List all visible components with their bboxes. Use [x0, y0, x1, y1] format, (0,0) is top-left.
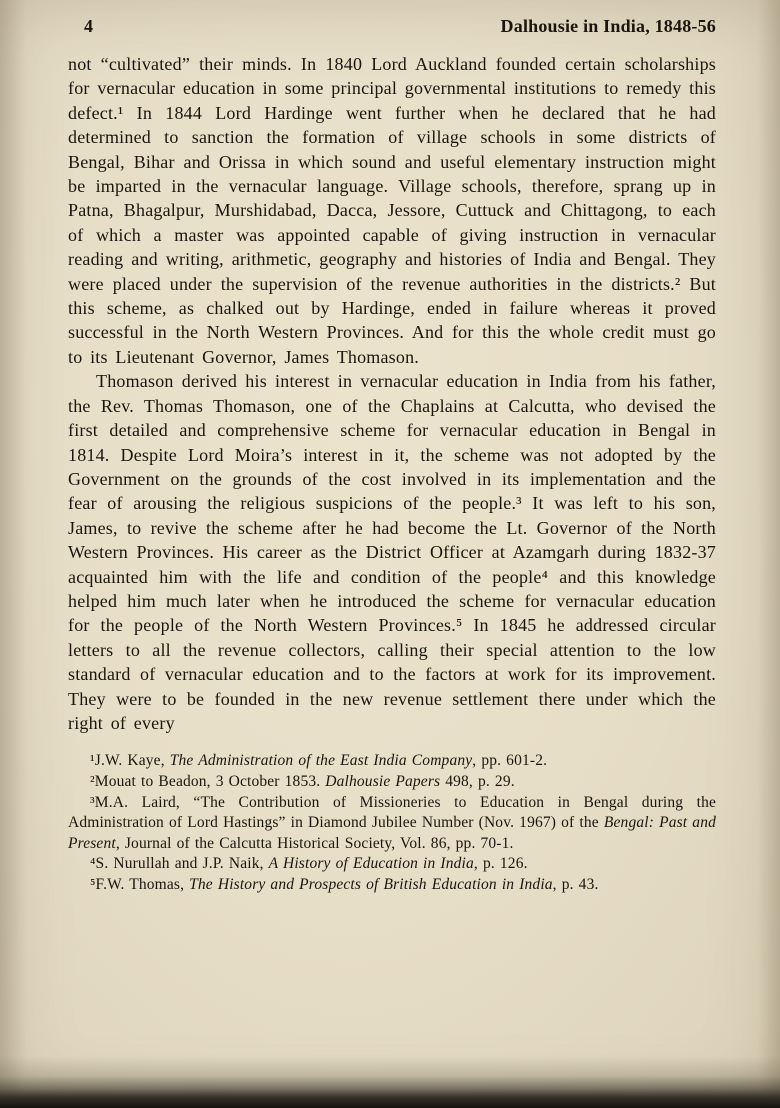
footnote-title-text: A History of Education in India [268, 855, 474, 873]
footnote-title-text: Bengal: Past and Present [68, 814, 716, 852]
footnote-title-text: Dalhousie Papers [325, 772, 441, 790]
footnote-text: , pp. 601-2. [472, 752, 548, 770]
footnote-text: ⁴S. Nurullah and J.P. Naik, [90, 855, 269, 873]
footnote [68, 854, 716, 875]
page-number: 4 [84, 16, 94, 36]
footnotes [0, 751, 780, 895]
footnote-text: ⁵F.W. Thomas, [90, 875, 190, 893]
footnote-text: ¹J.W. Kaye, [90, 752, 170, 770]
footnote-title-text: The History and Prospects of British Education in India [189, 875, 553, 893]
body-text [0, 52, 780, 735]
paragraph: Thomason derived his interest in vernacular education in India from his father, the Rev. Thomas Thomason, one of the Chaplains at Calcutta, who devised the first detailed and comprehensive scheme for vernacular education in Bengal in 1814. Despite Lord Moira’s interest in it, the scheme was not adopted by the Government on the grounds of the cost involved in its implementation and the fear of arousing the religious suspicions of the people.³ It was left to his son, James, to revive the scheme after he had become the Lt. Governor of the North Western Provinces. His career as the District Officer at Azamgarh during 1832-37 acquainted him with the life and condition of the people⁴ and this knowledge helped him much later when he introduced the scheme for vernacular education for the people of the North Western Provinces.⁵ In 1845 he addressed circular letters to all the revenue collectors, calling their special attention to the low standard of vernacular education and to the factors at work for its improvement. They were to be founded in the new revenue settlement there under which the right of every [68, 371, 716, 733]
footnote-text: , p. 126. [473, 855, 528, 873]
footnote [68, 875, 716, 896]
footnote-title-text: The Administration of the East India Company [169, 752, 473, 770]
page-bottom-edge-shadow [0, 1056, 780, 1108]
paragraph: not “cultivated” their minds. In 1840 Lord Auckland founded certain scholarships for vernacular education in some principal governmental institutions to remedy this defect.¹ In 1844 Lord Hardinge went further when he declared that he had determined to sanction the formation of village schools in some districts of Bengal, Bihar and Orissa in which sound and useful elementary instruction might be imparted in the vernacular language. Village schools, therefore, sprang up in Patna, Bhagalpur, Murshidabad, Dacca, Jessore, Cuttuck and Chittagong, to each of which a master was appointed capable of giving instruction in vernacular reading and writing, arithmetic, geography and histories of India and Bengal. They were placed under the supervision of the revenue authorities in the districts.² But this scheme, as chalked out by Hardinge, ended in failure whereas it proved successful in the North Western Provinces. And for this the whole credit must go to its Lieutenant Governor, James Thomason. [68, 54, 716, 367]
footnote-text: 498, p. 29. [440, 772, 515, 790]
footnote-text: , p. 43. [552, 875, 599, 893]
footnote-text: ³M.A. Laird, “The Contribution of Missioneries to Education in Bengal during the Administration of Lord Hastings” in Diamond Jubilee Number (Nov. 1967) of the [68, 793, 716, 832]
footnote [68, 772, 716, 793]
footnote [68, 751, 716, 772]
footnote [68, 793, 716, 855]
running-header-title: Dalhousie in India, 1848-56 [500, 16, 716, 36]
footnote-text: , Journal of the Calcutta Historical Society, Vol. 86, pp. 70-1. [115, 834, 514, 852]
footnote-text: ²Mouat to Beadon, 3 October 1853. [90, 772, 326, 790]
page-header [0, 0, 780, 37]
